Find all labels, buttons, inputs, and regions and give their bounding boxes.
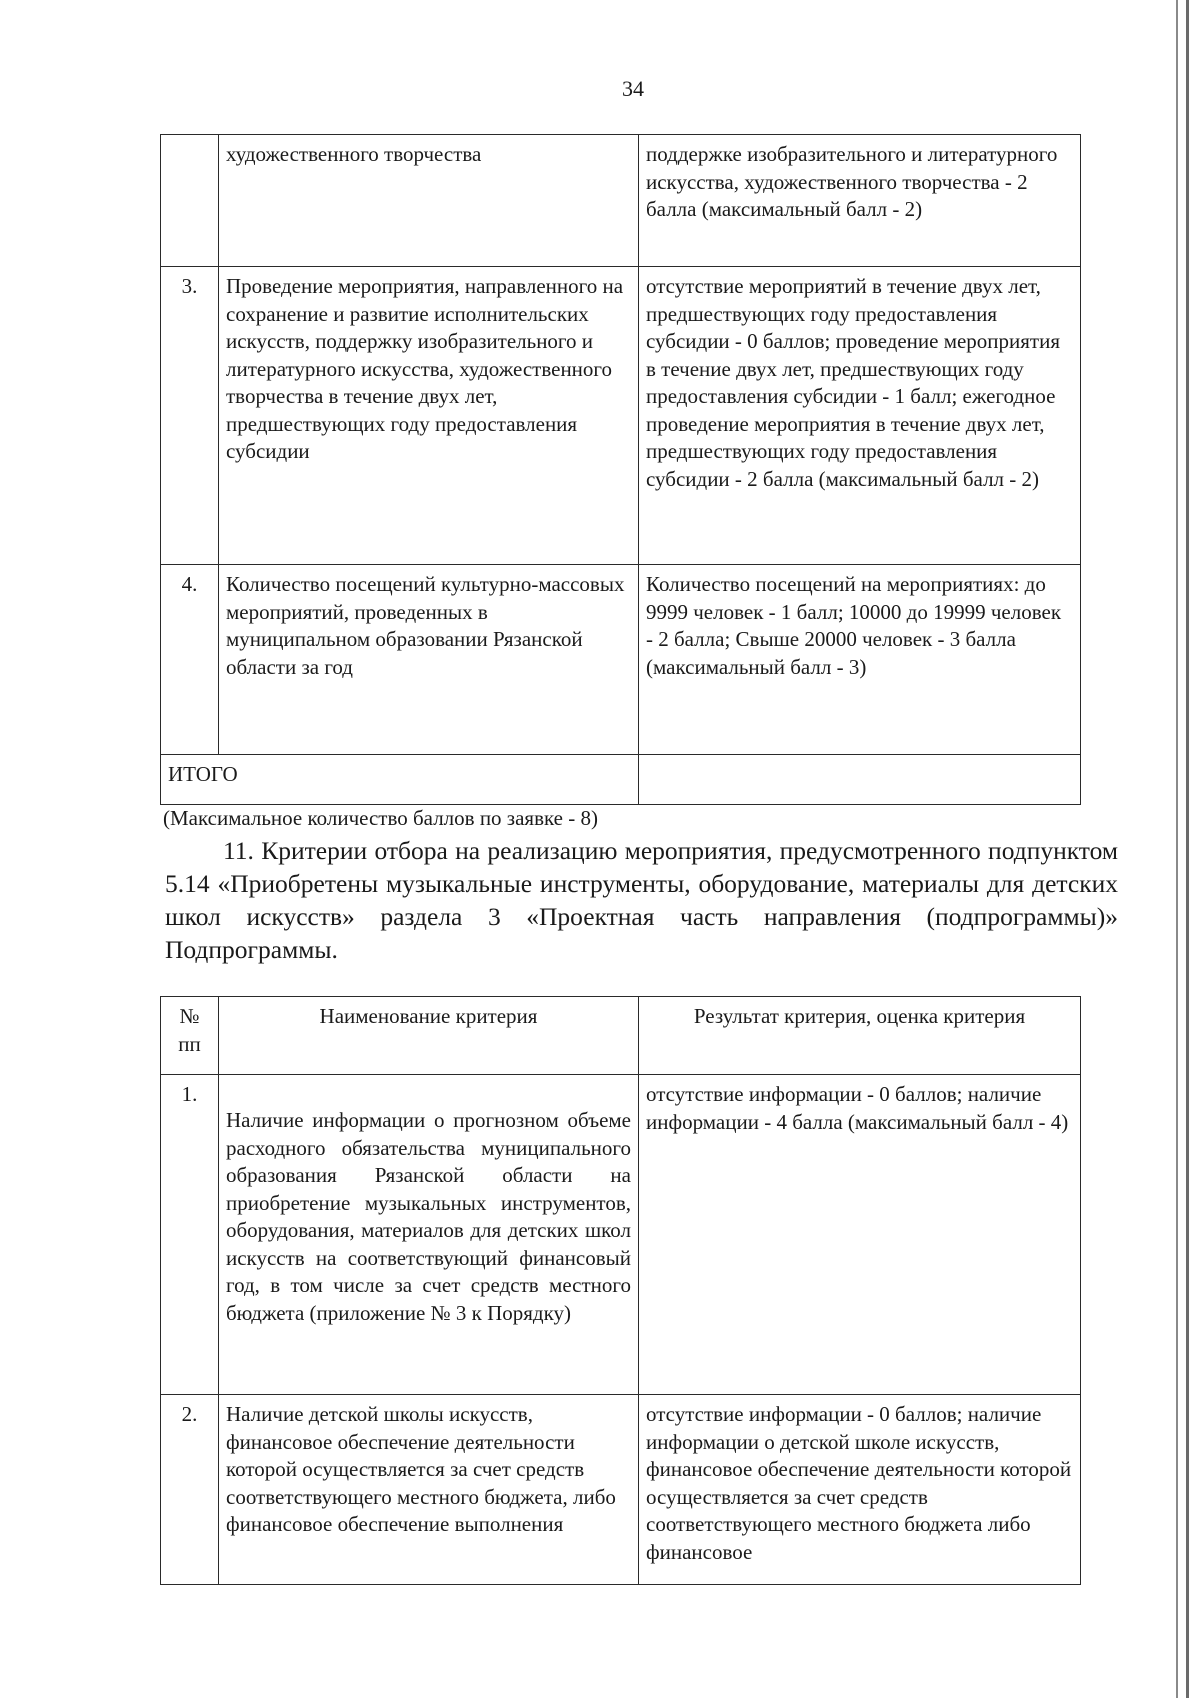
criterion-cell: художественного творчества — [219, 135, 639, 267]
max-score-note: (Максимальное количество баллов по заявке - 8) — [163, 806, 598, 830]
header-number: № пп — [161, 997, 219, 1075]
result-cell: отсутствие мероприятий в течение двух лет, предшествующих году предоставления субсидии - 0 баллов; проведение мероприятия в течение двух лет, предшествующих году предоставления субсидии - 1 балл; ежегодное проведение мероприятия в течение двух лет, предшествующих году предоставления субсидии - 2 балла (максимальный балл - 2) — [639, 267, 1081, 565]
table-row — [161, 565, 1081, 755]
row-number: 1. — [161, 1075, 219, 1395]
result-cell: отсутствие информации - 0 баллов; наличие информации о детской школе искусств, финансовое обеспечение деятельности которой осуществляется за счет средств соответствующего местного бюджета либо финансовое — [639, 1395, 1081, 1585]
criterion-cell: Количество посещений культурно-массовых мероприятий, проведенных в муниципальном образовании Рязанской области за год — [219, 565, 639, 755]
criteria-table-continued — [160, 134, 1081, 805]
table-header-row — [161, 997, 1081, 1075]
criterion-cell: Наличие детской школы искусств, финансовое обеспечение деятельности которой осуществляется за счет средств соответствующего местного бюджета, либо финансовое обеспечение выполнения — [219, 1395, 639, 1585]
row-number: 4. — [161, 565, 219, 755]
row-number: 3. — [161, 267, 219, 565]
total-value-cell — [639, 755, 1081, 805]
table-row — [161, 1075, 1081, 1395]
page-number: 34 — [622, 76, 644, 101]
criterion-cell: Наличие информации о прогнозном объеме расходного обязательства муниципального образования Рязанской области на приобретение музыкальных инструментов, оборудования, материалов для детских школ искусств на соответствующий финансовый год, в том числе за счет средств местного бюджета (приложение № 3 к Порядку) — [219, 1075, 639, 1395]
criteria-table-section-11 — [160, 996, 1081, 1585]
row-number — [161, 135, 219, 267]
row-number: 2. — [161, 1395, 219, 1585]
total-row — [161, 755, 1081, 805]
table-row — [161, 135, 1081, 267]
scan-edge-line — [1176, 0, 1178, 1698]
result-cell: Количество посещений на мероприятиях: до 9999 человек - 1 балл; 10000 до 19999 человек - 2 балла; Свыше 20000 человек - 3 балла (максимальный балл - 3) — [639, 565, 1081, 755]
section-11-paragraph: 11. Критерии отбора на реализацию мероприятия, предусмотренного подпунктом 5.14 «Приобретены музыкальные инструменты, оборудование, материалы для детских школ искусств» раздела 3 «Проектная часть направления (подпрограммы)» Подпрограммы. — [165, 836, 1118, 964]
total-label: ИТОГО — [161, 755, 639, 805]
header-criterion: Наименование критерия — [219, 997, 639, 1075]
header-result: Результат критерия, оценка критерия — [639, 997, 1081, 1075]
criterion-cell: Проведение мероприятия, направленного на сохранение и развитие исполнительских искусств, поддержку изобразительного и литературного искусства, художественного творчества в течение двух лет, предшествующих году предоставления субсидии — [219, 267, 639, 565]
table-row — [161, 1395, 1081, 1585]
scan-edge-line — [1186, 0, 1189, 1698]
result-cell: отсутствие информации - 0 баллов; наличие информации - 4 балла (максимальный балл - 4) — [639, 1075, 1081, 1395]
result-cell: поддержке изобразительного и литературного искусства, художественного творчества - 2 балла (максимальный балл - 2) — [639, 135, 1081, 267]
table-row — [161, 267, 1081, 565]
